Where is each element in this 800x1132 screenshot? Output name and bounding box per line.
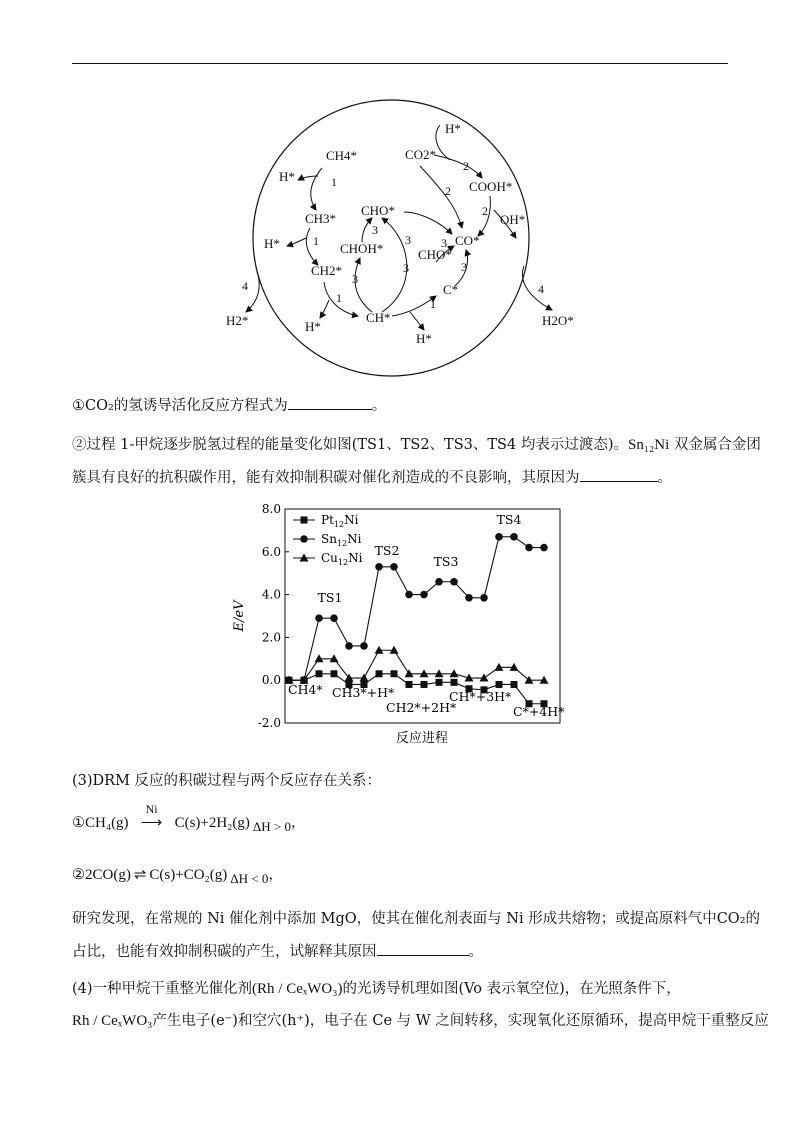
step-label: 3 <box>461 260 467 274</box>
data-point-Sn12Ni <box>525 544 533 552</box>
data-point-Sn12Ni <box>450 578 458 586</box>
legend-label: $Cu_{12}Ni$ <box>321 551 363 567</box>
eq1-num: ① <box>72 815 85 831</box>
node-h-top: H* <box>279 169 295 184</box>
legend-label: $Pt_{12}Ni$ <box>321 513 359 529</box>
step-label: 3 <box>372 223 378 237</box>
data-point-Sn12Ni <box>465 594 473 602</box>
transition-state-label: TS1 <box>317 590 343 605</box>
question-4-text-tail: 的光诱导机理如图(Vo 表示氧空位)，在光照条件下， <box>342 981 681 997</box>
data-point-Sn12Ni <box>510 533 518 541</box>
data-point-Pt12Ni <box>496 681 503 688</box>
question-2-text-2: 簇具有良好的抗积碳作用，能有效抑制积碳对催化剂造成的不良影响，其原因为 <box>72 470 580 486</box>
node-co: CO* <box>455 233 480 248</box>
answer-blank[interactable] <box>377 940 469 956</box>
node-h-co2: H* <box>445 121 461 136</box>
data-point-Sn12Ni <box>360 642 368 650</box>
y-tick-label: 2.0 <box>261 630 281 645</box>
x-axis-label: 反应进程 <box>395 731 449 746</box>
y-axis-label: E/eV <box>232 600 247 632</box>
eq2-tail: ， <box>268 867 283 883</box>
question-4-text-2: 产生电子(e⁻)和空穴(h⁺)，电子在 Ce 与 W 之间转移，实现氧化还原循环，提高甲烷干重整反应 <box>152 1013 769 1029</box>
step-label: 1 <box>430 297 436 311</box>
node-ch2: CH2* <box>311 263 343 278</box>
series-line-Cu12Ni <box>289 650 544 680</box>
question-3-text-2 <box>72 940 732 963</box>
eq1-arrow: Ni ⟶ <box>129 812 175 834</box>
stage-label: C*+4H* <box>513 704 565 719</box>
data-point-Pt12Ni <box>406 681 413 688</box>
question-3-text-2-body: 占比，也能有效抑制积碳的产生，试解释其原因 <box>72 944 377 960</box>
stage-label: CH3*+H* <box>332 685 395 700</box>
question-4-line-2 <box>72 1010 769 1032</box>
eq2-num: ② <box>72 867 85 883</box>
node-h2o: H2O* <box>542 313 574 328</box>
question-4-line-1 <box>72 978 732 1000</box>
data-point-Sn12Ni <box>480 594 488 602</box>
eq1-catalyst: Ni <box>145 802 158 816</box>
legend <box>293 513 363 567</box>
question-2-text: ②过程 1-甲烷逐步脱氢过程的能量变化如图(TS1、TS2、TS3、TS4 均表示过渡态)。 <box>72 437 628 453</box>
node-co2: CO2* <box>405 147 437 162</box>
legend-label: $Sn_{12}Ni$ <box>321 532 362 548</box>
data-point-Sn12Ni <box>330 614 338 622</box>
y-tick-label: 0.0 <box>261 673 281 688</box>
data-point-Sn12Ni <box>390 563 398 571</box>
y-tick-label: 4.0 <box>261 587 281 602</box>
y-tick-label: 6.0 <box>261 544 281 559</box>
eq1-dh: ΔH > 0 <box>252 819 292 834</box>
catalyst-formula-2: Rh / CeₓWO₃ <box>72 1013 153 1029</box>
node-cooh: COOH* <box>469 179 513 194</box>
step-label: 1 <box>331 175 337 189</box>
sn12ni-formula: Sn₁₂Ni <box>627 437 670 453</box>
step-label: 4 <box>538 282 544 296</box>
question-3-text-1: 研究发现，在常规的 Ni 催化剂中添加 MgO，使其在催化剂表面与 Ni 形成共熔物；或提高原料气中CO₂的 <box>72 911 761 927</box>
node-ch4: CH4* <box>326 148 358 163</box>
question-4-text: (4)一种甲烷干重整光催化剂 <box>72 981 253 997</box>
legend-marker <box>300 535 308 543</box>
data-point-Pt12Ni <box>376 670 383 677</box>
step-label: 2 <box>482 204 488 218</box>
question-1-text: ①CO₂的氢诱导活化反应方程式为 <box>72 398 288 414</box>
question-1-end: 。 <box>371 398 387 414</box>
data-point-Pt12Ni <box>391 670 398 677</box>
data-point-Sn12Ni <box>420 591 428 599</box>
equation-1 <box>72 802 732 848</box>
node-h-bot: H* <box>305 319 321 334</box>
y-tick-label: 8.0 <box>261 502 281 516</box>
step-label: 3 <box>441 236 447 250</box>
node-choh: CHOH* <box>340 241 384 256</box>
data-point-Sn12Ni <box>345 642 353 650</box>
legend-marker <box>301 517 308 524</box>
stage-label: CH4* <box>288 682 323 697</box>
node-h-ch: H* <box>416 331 432 346</box>
y-tick-label: -2.0 <box>257 716 281 730</box>
catalyst-formula: (Rh / CeₓWO₃) <box>252 981 343 997</box>
question-2-text-tail: 双金属合金团 <box>669 437 761 453</box>
data-point-Sn12Ni <box>315 614 323 622</box>
stage-label: CH*+3H* <box>449 689 512 704</box>
data-point-Pt12Ni <box>316 670 323 677</box>
step-label: 2 <box>445 184 451 198</box>
transition-state-label: TS2 <box>374 543 400 558</box>
step-label: 1 <box>336 291 342 305</box>
question-2-end: 。 <box>657 470 672 486</box>
step-label: 3 <box>405 233 411 247</box>
eq2-arrow: ⇌ <box>133 867 147 883</box>
eq2-dh: ΔH < 0 <box>230 871 269 886</box>
equation-2 <box>72 864 732 886</box>
data-point-Pt12Ni <box>511 681 518 688</box>
data-point-Sn12Ni <box>495 533 503 541</box>
eq1-left: CH₄(g) <box>85 815 129 831</box>
eq1-tail: ， <box>291 815 306 831</box>
data-point-Sn12Ni <box>435 578 443 586</box>
transition-state-label: TS4 <box>496 512 522 527</box>
step-label: 1 <box>313 234 319 248</box>
node-c: C* <box>443 282 459 297</box>
question-3-title: (3)DRM 反应的积碳过程与两个反应存在关系： <box>72 773 382 789</box>
step-label: 3 <box>352 272 358 286</box>
eq2-right: C(s)+CO₂(g) <box>149 867 228 883</box>
data-point-Pt12Ni <box>436 679 443 686</box>
question-3-end: 。 <box>468 944 483 960</box>
node-h2: H2* <box>226 313 249 328</box>
data-point-Pt12Ni <box>331 670 338 677</box>
node-ch3: CH3* <box>305 211 337 226</box>
data-point-Sn12Ni <box>405 591 413 599</box>
data-point-Sn12Ni <box>375 563 383 571</box>
node-ch: CH* <box>366 310 391 325</box>
stage-label: CH2*+2H* <box>386 700 457 715</box>
eq2-left: 2CO(g) <box>85 867 131 883</box>
data-point-Pt12Ni <box>421 681 428 688</box>
y-axis <box>258 502 289 730</box>
data-point-Sn12Ni <box>540 544 548 552</box>
node-cho: CHO* <box>361 203 395 218</box>
eq1-right: C(s)+2H₂(g) <box>174 815 250 831</box>
node-h-mid: H* <box>264 236 280 251</box>
step-label: 3 <box>403 261 409 275</box>
transition-state-label: TS3 <box>433 554 459 569</box>
node-oh: OH* <box>500 212 526 227</box>
node-cho-right: CHO* <box>418 247 452 262</box>
step-label: 4 <box>242 279 248 293</box>
step-label: 2 <box>463 159 469 173</box>
data-point-Pt12Ni <box>451 679 458 686</box>
